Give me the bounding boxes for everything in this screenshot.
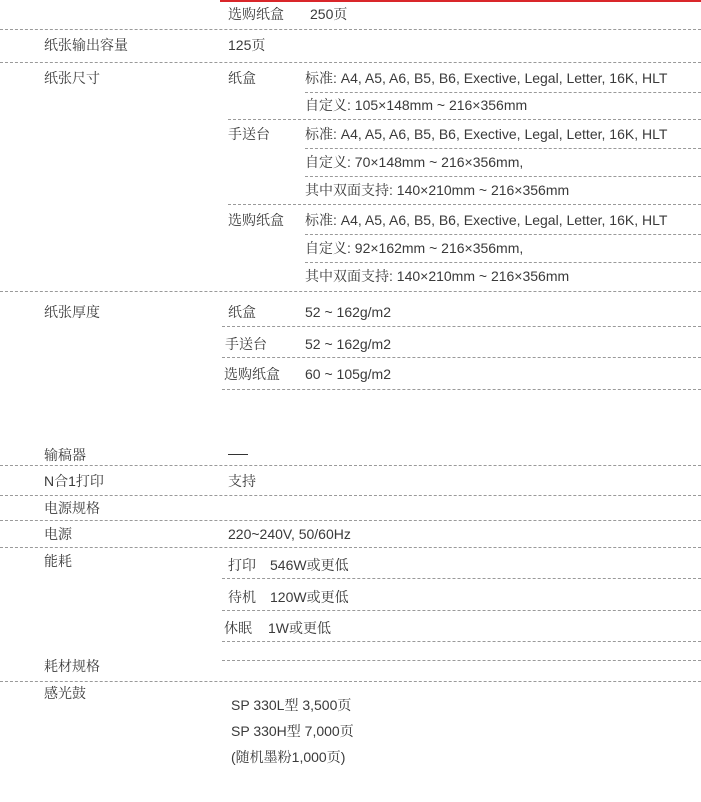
paper-size-optional-custom: 自定义: 92×162mm ~ 216×356mm, [305, 240, 524, 256]
consumption-standby-sublabel: 待机 [228, 589, 256, 605]
n-in-1-value: 支持 [228, 473, 256, 489]
sub-separator [228, 204, 701, 205]
sub-separator [222, 660, 701, 661]
output-capacity-label: 纸张输出容量 [44, 37, 128, 53]
paper-weight-bypass-sublabel: 手送台 [225, 336, 267, 352]
consumption-label: 能耗 [44, 553, 72, 569]
sub-separator [228, 119, 701, 120]
optional-tray-capacity-value: 250页 [310, 6, 348, 22]
drum-line-toner-note: (随机墨粉1,000页) [231, 749, 346, 765]
row-separator [0, 495, 701, 496]
paper-weight-label: 纸张厚度 [44, 304, 100, 320]
sub-separator [305, 176, 701, 177]
paper-weight-tray-sublabel: 纸盒 [228, 304, 256, 320]
drum-label: 感光鼓 [44, 685, 86, 701]
sub-separator [222, 610, 701, 611]
sub-separator [222, 326, 701, 327]
paper-size-optional-duplex: 其中双面支持: 140×210mm ~ 216×356mm [305, 268, 570, 284]
consumption-print-value: 546W或更低 [270, 557, 349, 573]
row-separator [0, 29, 701, 30]
paper-size-bypass-duplex: 其中双面支持: 140×210mm ~ 216×356mm [305, 182, 570, 198]
sub-separator [222, 357, 701, 358]
paper-weight-optional-value: 60 ~ 105g/m2 [305, 366, 392, 382]
sub-separator [222, 389, 701, 390]
consumption-standby-value: 120W或更低 [270, 589, 349, 605]
paper-size-optional-sublabel: 选购纸盒 [228, 212, 284, 228]
consumption-sleep-value: 1W或更低 [268, 620, 331, 636]
paper-size-optional-standard: 标准: A4, A5, A6, B5, B6, Exective, Legal, Letter, 16K, HLT [305, 212, 668, 228]
paper-weight-bypass-value: 52 ~ 162g/m2 [305, 336, 392, 352]
output-capacity-value: 125页 [228, 37, 266, 53]
power-value: 220~240V, 50/60Hz [228, 526, 351, 542]
paper-size-bypass-standard: 标准: A4, A5, A6, B5, B6, Exective, Legal, Letter, 16K, HLT [305, 126, 668, 142]
feeder-label: 输稿器 [44, 447, 86, 463]
consumables-heading: 耗材规格 [44, 658, 100, 674]
not-available-dash [228, 454, 248, 455]
paper-weight-tray-value: 52 ~ 162g/m2 [305, 304, 392, 320]
power-label: 电源 [44, 526, 72, 542]
top-accent-line [220, 0, 701, 2]
row-separator [0, 547, 701, 548]
paper-size-bypass-custom: 自定义: 70×148mm ~ 216×356mm, [305, 154, 524, 170]
row-separator [0, 291, 701, 292]
optional-tray-sublabel: 选购纸盒 [228, 6, 284, 22]
sub-separator [305, 92, 701, 93]
sub-separator [222, 578, 701, 579]
sub-separator [305, 262, 701, 263]
consumption-print-sublabel: 打印 [228, 557, 256, 573]
sub-separator [305, 234, 701, 235]
sub-separator [222, 641, 701, 642]
paper-size-tray-standard: 标准: A4, A5, A6, B5, B6, Exective, Legal, Letter, 16K, HLT [305, 70, 668, 86]
consumption-sleep-sublabel: 休眠 [224, 620, 252, 636]
drum-line-330l: SP 330L型 3,500页 [231, 697, 352, 713]
power-spec-heading: 电源规格 [44, 500, 100, 516]
n-in-1-label: N合1打印 [44, 473, 104, 489]
paper-size-bypass-sublabel: 手送台 [228, 126, 270, 142]
row-separator [0, 681, 701, 682]
paper-size-tray-custom: 自定义: 105×148mm ~ 216×356mm [305, 97, 528, 113]
drum-line-330h: SP 330H型 7,000页 [231, 723, 354, 739]
row-separator [0, 62, 701, 63]
sub-separator [305, 148, 701, 149]
row-separator [0, 520, 701, 521]
row-separator [0, 465, 701, 466]
paper-weight-optional-sublabel: 选购纸盒 [224, 366, 280, 382]
paper-size-tray-sublabel: 纸盒 [228, 70, 256, 86]
paper-size-label: 纸张尺寸 [44, 70, 100, 86]
